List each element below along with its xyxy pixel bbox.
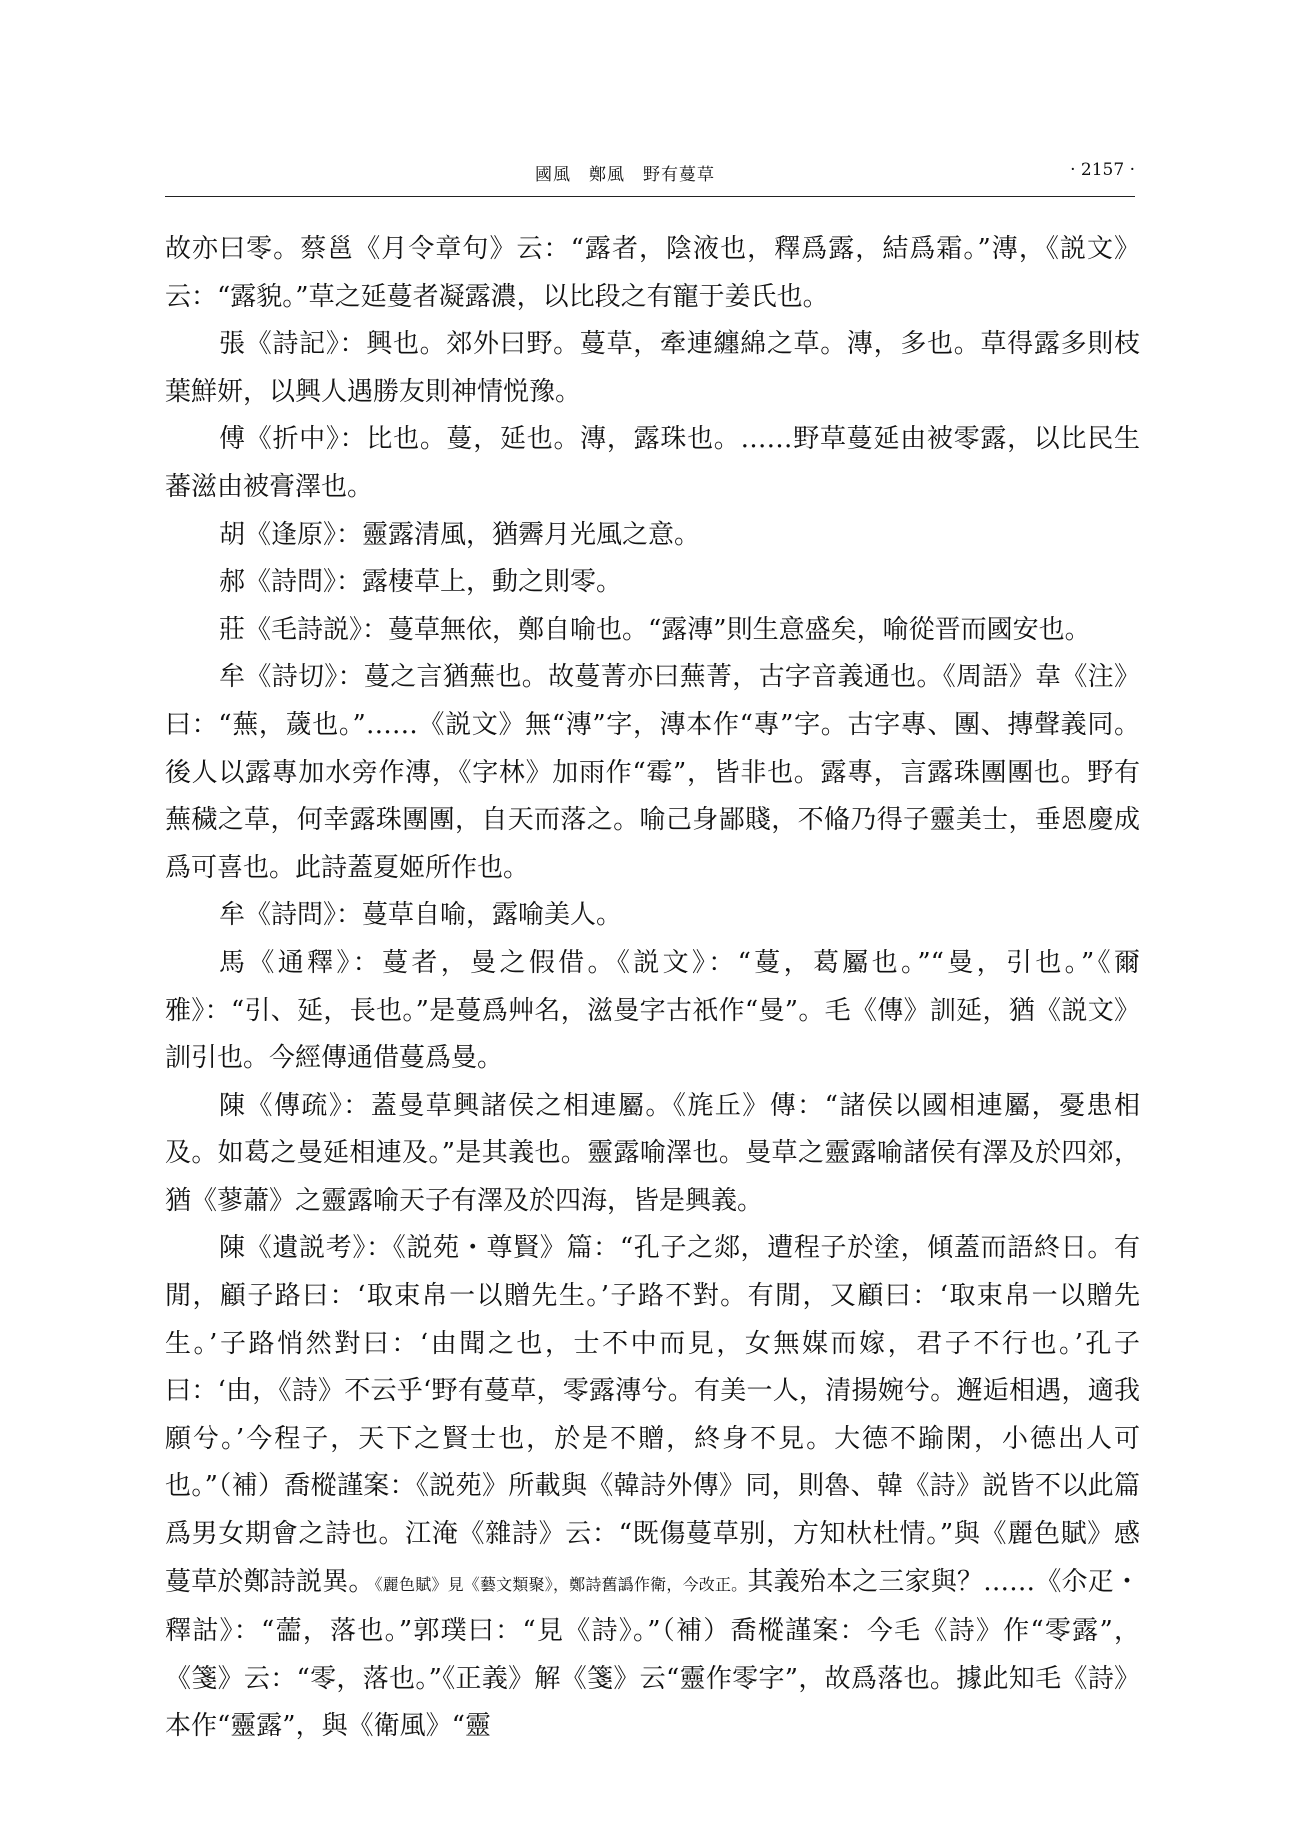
running-title: 國風 鄭風 野有蔓草 bbox=[535, 165, 715, 185]
paragraph-11-main: 陳《遺説考》：《説苑・尊賢》篇：“孔子之郯，遭程子於塗，傾蓋而語終日。有閒，顧子路曰：‘取束帛一以贈先生。’子路不對。有閒，又顧曰：‘取束帛一以贈先生。’子路悄然對曰：‘由聞之也，士不中而見，女無媒而嫁，君子不行也。’孔子曰：‘由，《詩》不云乎‘野有蔓草，零露漙兮。有美一人，清揚婉兮。邂逅相遇，適我願兮。’今程子，天下之賢士也，於是不贈，終身不見。大德不踰閑，小德出人可也。”（補）喬樅謹案：《説苑》所載與《韓詩外傳》同，則魯、韓《詩》説皆不以此篇爲男女期會之詩也。江淹《雜詩》云：“既傷蔓草别，方知杕杜情。”與《麗色賦》感蔓草於鄭詩説異。 bbox=[165, 1233, 1140, 1597]
paragraph-2: 張《詩記》：興也。郊外曰野。蔓草，牽連纏綿之草。漙，多也。草得露多則枝葉鮮妍，以興人遇勝友則神情悦豫。 bbox=[165, 329, 1140, 407]
paragraph-11 bbox=[165, 1225, 1140, 1751]
paragraph-9: 馬《通釋》：蔓者，曼之假借。《説文》：“蔓，葛屬也。”“曼，引也。”《爾雅》：“引、延，長也。”是蔓爲艸名，滋曼字古祇作“曼”。毛《傳》訓延，猶《説文》訓引也。今經傳通借蔓爲曼。 bbox=[165, 947, 1140, 1074]
paragraph-6: 莊《毛詩説》：蔓草無依，鄭自喻也。“露漙”則生意盛矣，喻從晋而國安也。 bbox=[219, 614, 1091, 645]
paragraph-7: 牟《詩切》：蔓之言猶蕪也。故蔓菁亦曰蕪菁，古字音義通也。《周語》韋《注》曰：“蕪，薉也。”……《説文》無“漙”字，漙本作“專”字。古字專、團、摶聲義同。後人以露專加水旁作漙，《字林》加雨作“霉”，皆非也。露專，言露珠團團也。野有蕪穢之草，何幸露珠團團，自天而落之。喻己身鄙賤，不偹乃得子靈美士，垂恩慶成爲可喜也。此詩蓋夏姬所作也。 bbox=[165, 662, 1140, 883]
paragraph-10: 陳《傳疏》：蓋曼草興諸侯之相連屬。《旄丘》傳：“諸侯以國相連屬，憂患相及。如葛之曼延相連及。”是其義也。靈露喻澤也。曼草之靈露喻諸侯有澤及於四郊，猶《蓼蕭》之靈露喻天子有澤及於四海，皆是興義。 bbox=[165, 1090, 1140, 1216]
paragraph-8: 牟《詩問》：蔓草自喻，露喻美人。 bbox=[219, 900, 623, 931]
paragraph-11-tail: 其義殆本之三家與？……《尒疋・釋詁》：“蘦，落也。”郭璞曰：“見《詩》。”（補）喬樅謹案：今毛《詩》作“零露”，《箋》云：“零，落也。”《正義》解《箋》云“靈作零字”，故爲落也。據此知毛《詩》本作“靈露”，與《衛風》“靈 bbox=[165, 1566, 1140, 1742]
main-text bbox=[165, 226, 1140, 1751]
paragraph-4: 胡《逢原》：靈露清風，猶霽月光風之意。 bbox=[219, 519, 701, 550]
page-number: · 2157 · bbox=[1070, 160, 1135, 180]
paragraph-3: 傅《折中》：比也。蔓，延也。漙，露珠也。……野草蔓延由被零露，以比民生蕃滋由被膏澤也。 bbox=[165, 424, 1140, 502]
paragraph-1: 故亦曰零。蔡邕《月令章句》云：“露者，陰液也，釋爲露，結爲霜。”漙，《説文》云：“露貌。”草之延蔓者凝露濃，以比段之有寵于姜氏也。 bbox=[165, 234, 1140, 312]
inline-note: 《麗色賦》見《藝文類聚》，鄭詩舊譌作衛，今改正。 bbox=[374, 1574, 748, 1594]
page-header bbox=[165, 152, 1135, 197]
paragraph-5: 郝《詩問》：露棲草上，動之則零。 bbox=[219, 567, 623, 598]
